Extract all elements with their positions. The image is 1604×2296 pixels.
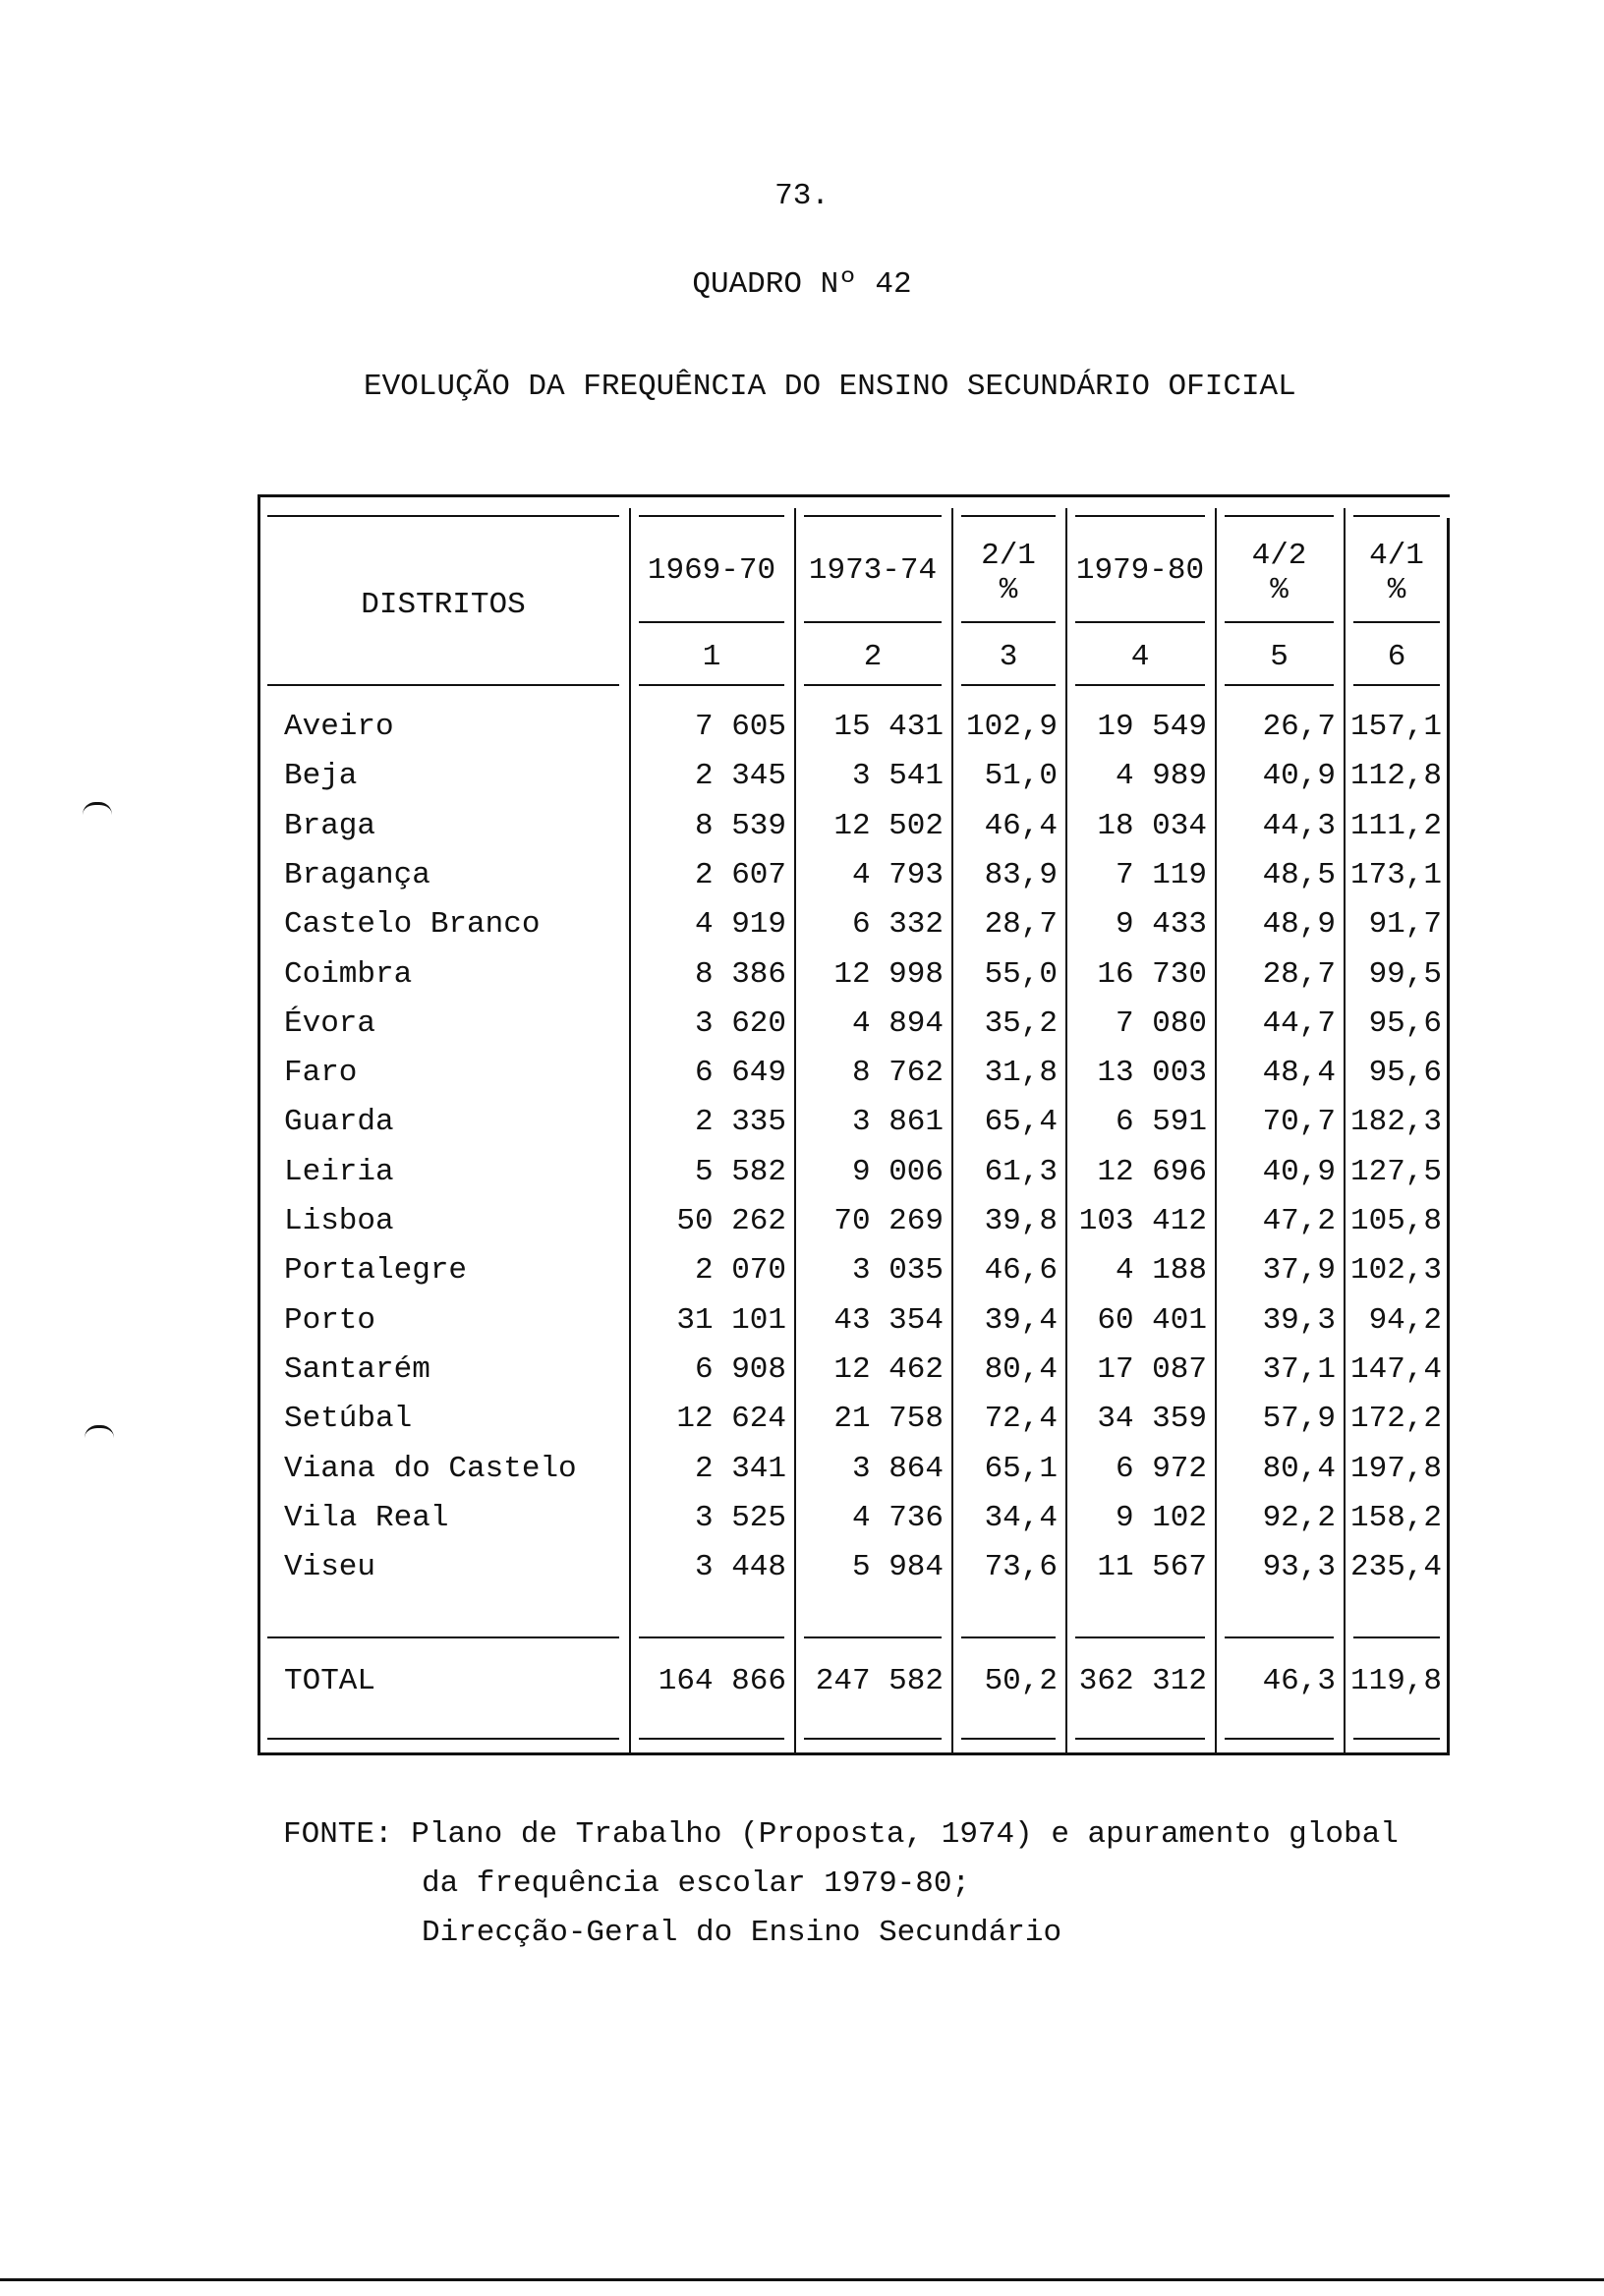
header-percent-sign: % — [999, 573, 1018, 607]
district-name: Viana do Castelo — [284, 1452, 577, 1486]
district-name: Bragança — [284, 858, 430, 892]
table-cell: 39,3 — [1262, 1303, 1336, 1338]
header-top-rule — [961, 515, 1056, 517]
table-cell: 7 605 — [694, 710, 786, 744]
page-bottom-rule — [0, 2278, 1604, 2281]
table-cell: 12 998 — [833, 957, 944, 992]
table-cell: 2 607 — [694, 858, 786, 892]
header-top-rule — [804, 515, 942, 517]
header-column-number: 6 — [1387, 640, 1406, 674]
table-cell: 12 462 — [833, 1352, 944, 1387]
header-mid-rule — [1353, 621, 1440, 623]
table-cell: 11 567 — [1097, 1550, 1207, 1584]
table-cell: 83,9 — [984, 858, 1058, 892]
table-cell: 57,9 — [1262, 1402, 1336, 1436]
header-column-number: 4 — [1130, 640, 1150, 674]
table-cell: 4 919 — [694, 907, 786, 942]
table-cell: 9 102 — [1115, 1501, 1207, 1535]
source-line: Plano de Trabalho (Proposta, 1974) e apuramento global — [411, 1817, 1399, 1852]
table-cell: 4 793 — [851, 858, 944, 892]
table-cell: 173,1 — [1349, 858, 1442, 892]
table-cell: 46,6 — [984, 1253, 1058, 1288]
table-cell: 235,4 — [1349, 1550, 1442, 1584]
table-cell: 48,4 — [1262, 1056, 1336, 1090]
total-cell: 164 866 — [658, 1664, 786, 1698]
table-cell: 2 345 — [694, 759, 786, 793]
table-cell: 5 582 — [694, 1155, 786, 1189]
table-cell: 95,6 — [1368, 1006, 1442, 1041]
district-name: Porto — [284, 1303, 376, 1338]
table-cell: 94,2 — [1368, 1303, 1442, 1338]
table-cell: 6 332 — [851, 907, 944, 942]
table-cell: 9 433 — [1115, 907, 1207, 942]
district-name: Braga — [284, 809, 376, 843]
table-cell: 111,2 — [1349, 809, 1442, 843]
total-top-rule — [1353, 1636, 1440, 1638]
header-top-rule — [1075, 515, 1205, 517]
table-right-rule — [1447, 518, 1450, 1755]
margin-mark — [85, 1425, 114, 1438]
header-districts: DISTRITOS — [361, 588, 526, 622]
table-cell: 70 269 — [833, 1204, 944, 1238]
header-percent-sign: % — [1270, 573, 1289, 607]
table-cell: 44,7 — [1262, 1006, 1336, 1041]
table-cell: 31 101 — [676, 1303, 786, 1338]
source-label: FONTE: — [283, 1817, 393, 1852]
total-cell: 119,8 — [1349, 1664, 1442, 1698]
total-top-rule — [804, 1636, 942, 1638]
table-cell: 2 070 — [694, 1253, 786, 1288]
district-name: Santarém — [284, 1352, 430, 1387]
district-name: Aveiro — [284, 710, 394, 744]
table-left-rule — [258, 494, 260, 1755]
table-cell: 157,1 — [1349, 710, 1442, 744]
table-cell: 50 262 — [676, 1204, 786, 1238]
header-column-number: 2 — [863, 640, 883, 674]
table-cell: 40,9 — [1262, 1155, 1336, 1189]
header-mid-rule — [639, 621, 784, 623]
table-cell: 34 359 — [1097, 1402, 1207, 1436]
header-column-label: 1969-70 — [647, 553, 776, 588]
table-cell: 35,2 — [984, 1006, 1058, 1041]
table-cell: 37,9 — [1262, 1253, 1336, 1288]
header-column-label: 4/1 — [1369, 539, 1424, 573]
district-name: Setúbal — [284, 1402, 413, 1436]
table-cell: 102,9 — [965, 710, 1058, 744]
header-bottom-rule — [639, 684, 784, 686]
table-cell: 6 908 — [694, 1352, 786, 1387]
table-cell: 43 354 — [833, 1303, 944, 1338]
district-name: Faro — [284, 1056, 358, 1090]
district-name: Portalegre — [284, 1253, 468, 1288]
table-cell: 4 188 — [1115, 1253, 1207, 1288]
source-note — [283, 1810, 1399, 1958]
table-cell: 3 620 — [694, 1006, 786, 1041]
table-cell: 7 119 — [1115, 858, 1207, 892]
table-cell: 147,4 — [1349, 1352, 1442, 1387]
header-bottom-rule — [804, 684, 942, 686]
table-cell: 99,5 — [1368, 957, 1442, 992]
table-cell: 197,8 — [1349, 1452, 1442, 1486]
total-cell: 46,3 — [1262, 1664, 1336, 1698]
enrolment-table — [258, 494, 1450, 1755]
header-column-number: 1 — [702, 640, 721, 674]
table-cell: 95,6 — [1368, 1056, 1442, 1090]
header-bottom-rule — [961, 684, 1056, 686]
header-top-rule — [1353, 515, 1440, 517]
table-cell: 80,4 — [984, 1352, 1058, 1387]
table-cell: 65,4 — [984, 1105, 1058, 1139]
table-cell: 9 006 — [851, 1155, 944, 1189]
table-cell: 3 035 — [851, 1253, 944, 1288]
margin-mark — [83, 802, 112, 815]
table-cell: 103 412 — [1078, 1204, 1207, 1238]
header-mid-rule — [961, 621, 1056, 623]
total-top-rule — [639, 1636, 784, 1638]
table-top-rule — [258, 494, 1450, 497]
table-cell: 3 448 — [694, 1550, 786, 1584]
table-cell: 12 624 — [676, 1402, 786, 1436]
district-name: Évora — [284, 1006, 376, 1041]
table-cell: 47,2 — [1262, 1204, 1336, 1238]
table-cell: 3 864 — [851, 1452, 944, 1486]
table-cell: 61,3 — [984, 1155, 1058, 1189]
total-bottom-rule — [1353, 1738, 1440, 1740]
total-bottom-rule — [961, 1738, 1056, 1740]
table-cell: 3 541 — [851, 759, 944, 793]
table-cell: 112,8 — [1349, 759, 1442, 793]
table-cell: 34,4 — [984, 1501, 1058, 1535]
table-title: EVOLUÇÃO DA FREQUÊNCIA DO ENSINO SECUNDÁRIO OFICIAL — [364, 370, 1296, 404]
table-cell: 40,9 — [1262, 759, 1336, 793]
table-cell: 8 386 — [694, 957, 786, 992]
table-cell: 18 034 — [1097, 809, 1207, 843]
total-cell: 247 582 — [815, 1664, 944, 1698]
header-percent-sign: % — [1387, 573, 1406, 607]
table-cell: 16 730 — [1097, 957, 1207, 992]
table-cell: 182,3 — [1349, 1105, 1442, 1139]
table-cell: 39,8 — [984, 1204, 1058, 1238]
table-cell: 21 758 — [833, 1402, 944, 1436]
table-cell: 93,3 — [1262, 1550, 1336, 1584]
total-bottom-rule — [267, 1738, 619, 1740]
table-cell: 8 539 — [694, 809, 786, 843]
header-bottom-rule — [1075, 684, 1205, 686]
table-cell: 17 087 — [1097, 1352, 1207, 1387]
table-cell: 31,8 — [984, 1056, 1058, 1090]
table-cell: 65,1 — [984, 1452, 1058, 1486]
table-cell: 72,4 — [984, 1402, 1058, 1436]
table-cell: 3 861 — [851, 1105, 944, 1139]
table-cell: 51,0 — [984, 759, 1058, 793]
total-top-rule — [1075, 1636, 1205, 1638]
table-cell: 28,7 — [1262, 957, 1336, 992]
table-cell: 172,2 — [1349, 1402, 1442, 1436]
header-column-number: 5 — [1270, 640, 1289, 674]
source-line: Direcção-Geral do Ensino Secundário — [422, 1916, 1062, 1950]
table-cell: 73,6 — [984, 1550, 1058, 1584]
total-top-rule — [961, 1636, 1056, 1638]
table-cell: 4 736 — [851, 1501, 944, 1535]
total-top-rule — [267, 1636, 619, 1638]
district-name: Castelo Branco — [284, 907, 541, 942]
table-cell: 12 502 — [833, 809, 944, 843]
table-cell: 91,7 — [1368, 907, 1442, 942]
table-cell: 92,2 — [1262, 1501, 1336, 1535]
table-cell: 6 972 — [1115, 1452, 1207, 1486]
header-column-label: 2/1 — [981, 539, 1036, 573]
header-bottom-rule — [267, 684, 619, 686]
district-name: Viseu — [284, 1550, 376, 1584]
table-cell: 26,7 — [1262, 710, 1336, 744]
header-mid-rule — [804, 621, 942, 623]
table-cell: 70,7 — [1262, 1105, 1336, 1139]
header-column-label: 1973-74 — [808, 553, 938, 588]
table-number: QUADRO Nº 42 — [692, 267, 912, 302]
header-column-number: 3 — [999, 640, 1018, 674]
table-cell: 5 984 — [851, 1550, 944, 1584]
table-cell: 7 080 — [1115, 1006, 1207, 1041]
source-line: da frequência escolar 1979-80; — [422, 1866, 971, 1901]
header-column-label: 4/2 — [1251, 539, 1307, 573]
table-cell: 15 431 — [833, 710, 944, 744]
total-top-rule — [1225, 1636, 1334, 1638]
table-cell: 39,4 — [984, 1303, 1058, 1338]
header-bottom-rule — [1353, 684, 1440, 686]
table-cell: 3 525 — [694, 1501, 786, 1535]
table-cell: 6 591 — [1115, 1105, 1207, 1139]
table-cell: 37,1 — [1262, 1352, 1336, 1387]
district-name: Beja — [284, 759, 358, 793]
table-cell: 55,0 — [984, 957, 1058, 992]
table-cell: 2 335 — [694, 1105, 786, 1139]
district-name: Guarda — [284, 1105, 394, 1139]
header-top-rule — [267, 515, 619, 517]
table-cell: 6 649 — [694, 1056, 786, 1090]
table-cell: 19 549 — [1097, 710, 1207, 744]
table-cell: 2 341 — [694, 1452, 786, 1486]
table-bottom-rule — [258, 1752, 1450, 1755]
table-cell: 4 989 — [1115, 759, 1207, 793]
table-cell: 44,3 — [1262, 809, 1336, 843]
total-bottom-rule — [804, 1738, 942, 1740]
total-label: TOTAL — [284, 1664, 376, 1698]
table-cell: 158,2 — [1349, 1501, 1442, 1535]
table-cell: 80,4 — [1262, 1452, 1336, 1486]
total-bottom-rule — [639, 1738, 784, 1740]
table-cell: 105,8 — [1349, 1204, 1442, 1238]
header-top-rule — [639, 515, 784, 517]
table-cell: 48,5 — [1262, 858, 1336, 892]
table-cell: 127,5 — [1349, 1155, 1442, 1189]
district-name: Leiria — [284, 1155, 394, 1189]
header-mid-rule — [1225, 621, 1334, 623]
header-bottom-rule — [1225, 684, 1334, 686]
table-cell: 48,9 — [1262, 907, 1336, 942]
total-bottom-rule — [1075, 1738, 1205, 1740]
table-cell: 28,7 — [984, 907, 1058, 942]
table-cell: 46,4 — [984, 809, 1058, 843]
district-name: Coimbra — [284, 957, 413, 992]
district-name: Lisboa — [284, 1204, 394, 1238]
district-name: Vila Real — [284, 1501, 449, 1535]
header-column-label: 1979-80 — [1075, 553, 1205, 588]
page-number: 73. — [774, 179, 830, 213]
total-cell: 50,2 — [984, 1664, 1058, 1698]
table-cell: 12 696 — [1097, 1155, 1207, 1189]
table-cell: 102,3 — [1349, 1253, 1442, 1288]
header-mid-rule — [1075, 621, 1205, 623]
table-cell: 60 401 — [1097, 1303, 1207, 1338]
total-bottom-rule — [1225, 1738, 1334, 1740]
header-top-rule — [1225, 515, 1334, 517]
table-cell: 13 003 — [1097, 1056, 1207, 1090]
table-cell: 4 894 — [851, 1006, 944, 1041]
table-cell: 8 762 — [851, 1056, 944, 1090]
total-cell: 362 312 — [1078, 1664, 1207, 1698]
